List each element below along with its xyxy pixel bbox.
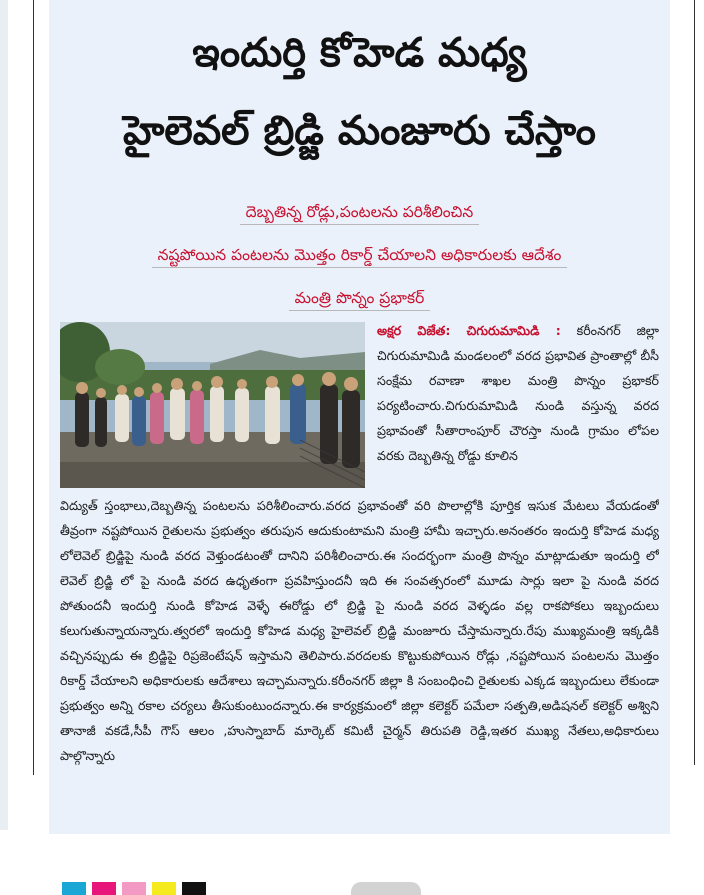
subhead-1-text: దెబ్బతిన్న రోడ్లు,పంటలను పరిశీలించిన — [240, 203, 480, 225]
swatch-pink — [122, 882, 146, 895]
subhead-3 — [49, 289, 670, 311]
subhead-1 — [49, 203, 670, 225]
article-body-paragraph: విద్యుత్ స్తంభాలు,దెబ్బతిన్న పంటలను పరిశీలించారు.వరద ప్రభావంతో వరి పొలాల్లోకి పూర్తిక ఇసుక మేటలు వేయడంతో తీవ్రంగా నష్టపోయిన రైతులను ప్రభుత్వం తరుపున ఆదుకుంటామని మంత్రి హామీ ఇచ్చారు.అనంతరం ఇందుర్తి కోహెడ మధ్య లోలెవెల్ బ్రిడ్జిపై నుండి వరద వెళ్తుండటంతో దానిని పరిశీలించారు.ఈ సందర్భంగా మంత్రి పొన్నం మాట్లాడుతూ ఇందుర్తి లో లెవెల్ బ్రిడ్జి లో పై నుండి వరద ఉధృతంగా ప్రవహిస్తుందనీ ఇది ఈ సంవత్సరంలో మూడు సార్లు ఇలా పై నుండి వరద పోతుందనీ ఇందుర్తి నుండి కోహెడ వెళ్ళే ఈరోడ్డు లో బ్రిడ్జి పై నుండి వరద వెళ్ళడం వల్ల రాకపోకలు ఇబ్బందులు కలుగుతున్నాయన్నారు.త్వరలో ఇందుర్తి కోహెడ మధ్య హైలెవల్ బ్రిడ్జి మంజూరు చేస్తామన్నారు.రేపు ముఖ్యమంత్రి ఇక్కడికి వచ్చినప్పుడు ఈ బ్రిడ్జిపై రిప్రజెంటేషన్ ఇస్తామని తెలిపారు.వరదలకు కొట్టుకుపోయిన రోడ్లు ,నష్టపోయిన పంటలను మొత్తం రికార్డ్ చేయాలని అధికారులకు ఆదేశాలు ఇచ్చామన్నారు.కరీంనగర్ జిల్లా కి సంబంధించి రైతులకు ఎక్కడ ఇబ్బందులు లేకుండా ప్రభుత్వం అన్ని రకాల చర్యలు తీసుకుంటుందన్నారు.ఈ కార్యక్రమంలో జిల్లా కలెక్టర్ పమేలా సత్పతి,అడిషనల్ కలెక్టర్ అశ్విని తానాజీ వకడే,సీపీ గౌస్ ఆలం ,హుస్నాబాద్ మార్కెట్ కమిటీ చైర్మన్ తిరుపతి రెడ్డి,ఇతర ముఖ్య నేతలు,అధికారులు పాల్గొన్నారు — [60, 498, 659, 763]
swatch-yellow — [152, 882, 176, 895]
headline-line-2: హైలెవల్ బ్రిడ్జి మంజూరు చేస్తాం — [123, 108, 596, 154]
subhead-2 — [49, 246, 670, 268]
article-lead-paragraph — [377, 318, 659, 493]
lead-text: కరీంనగర్ జిల్లా చిగురుమామిడి మండలంలో వరద ప్రభావిత ప్రాంతాల్లో బీసీ సంక్షేమ రవాణా శాఖల మంత్రి పొన్నం ప్రభాకర్ పర్యటించారు.చిగురుమామిడి నుండి వస్తున్న వరద ప్రభావంతో సీతారాంపూర్ చౌరస్తా నుండి గ్రామం లోపల వరకు దెబ్బతిన్న రోడ్డు కూలిన — [377, 323, 659, 463]
column-rule-right — [694, 0, 695, 765]
byline: అక్షర విజేత: చిగురుమామిడి : — [377, 323, 561, 338]
headline-line-1: ఇందుర్తి కోహెడ మధ్య — [192, 30, 527, 76]
swatch-magenta — [92, 882, 116, 895]
page-margin-strip — [0, 0, 8, 830]
subhead-3-text: మంత్రి పొన్నం ప్రభాకర్ — [289, 289, 431, 311]
news-article — [49, 0, 670, 834]
subhead-2-text: నష్టపోయిన పంటలను మొత్తం రికార్డ్ చేయాలని అధికారులకు ఆదేశం — [152, 246, 568, 268]
column-rule-left — [33, 0, 34, 775]
swatch-cyan — [62, 882, 86, 895]
swatch-black — [182, 882, 206, 895]
scroll-handle[interactable] — [351, 882, 421, 895]
news-photo-minister-inspection — [60, 322, 365, 488]
